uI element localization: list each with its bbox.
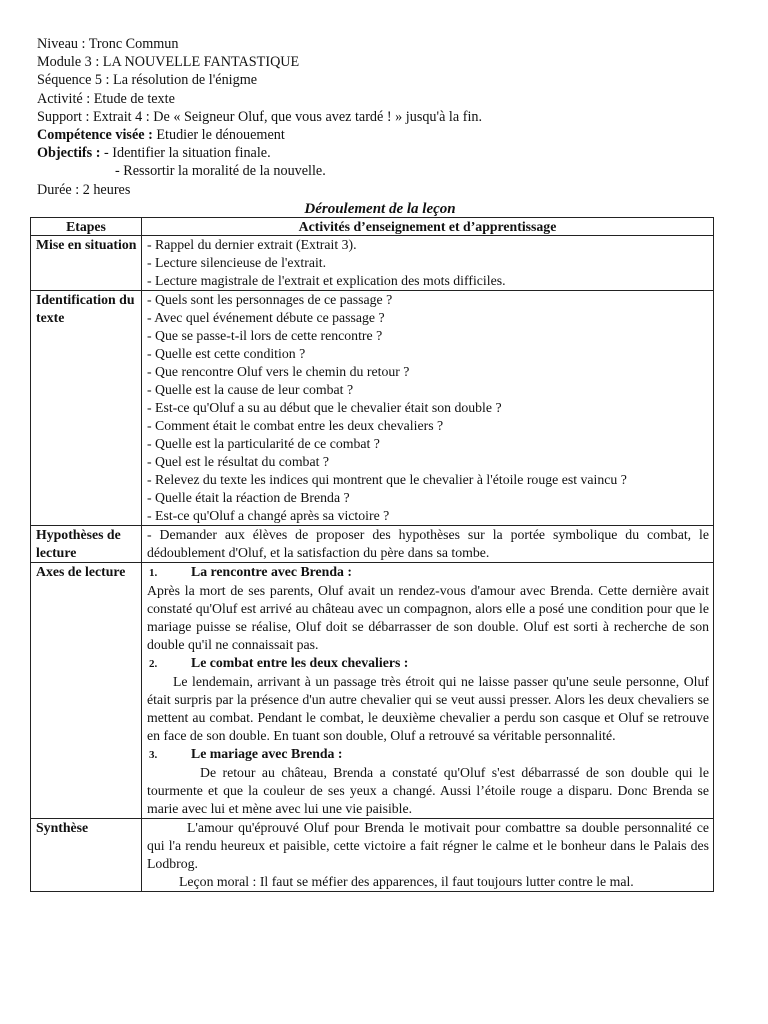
question-item: - Quels sont les personnages de ce passage ? xyxy=(147,292,393,307)
label-synthese: Synthèse xyxy=(31,819,142,892)
hypotheses-text: - Demander aux élèves de proposer des hypothèses sur la portée symbolique du combat, le dédoublement d'Oluf, et la satisfaction du père dans sa tombe. xyxy=(147,527,709,560)
section-title: La rencontre avec Brenda : xyxy=(191,564,352,579)
competence-label: Compétence visée : xyxy=(37,127,153,144)
list-item: - Rappel du dernier extrait (Extrait 3). xyxy=(147,237,357,252)
question-item: - Quelle est la cause de leur combat ? xyxy=(147,382,354,397)
label-hypotheses: Hypothèses de lecture xyxy=(31,526,142,563)
col-header-activites: Activités d’enseignement et d’apprentissage xyxy=(142,218,714,236)
label-mise-en-situation: Mise en situation xyxy=(31,236,142,291)
header-objectifs xyxy=(37,144,713,162)
section-number: 1. xyxy=(149,567,158,579)
col-header-etapes: Etapes xyxy=(31,218,142,236)
question-item: - Quelle est la particularité de ce combat ? xyxy=(147,436,380,451)
objectif-2: - Ressortir la moralité de la nouvelle. xyxy=(115,163,326,180)
synthese-text: L'amour qu'éprouvé Oluf pour Brenda le motivait pour combattre sa double personnalité ce qui l'a rendu heureux et paisible, cette victoire a fait régner le calme et le bonheur dans le Palais des Lodbrog. xyxy=(147,820,709,871)
label-axes: Axes de lecture xyxy=(31,563,142,819)
question-item: - Que se passe-t-il lors de cette rencontre ? xyxy=(147,328,383,343)
list-item: - Lecture silencieuse de l'extrait. xyxy=(147,255,327,270)
content-identification xyxy=(142,291,714,526)
header-activite: Activité : Etude de texte xyxy=(37,90,175,107)
section-text-combat: Le lendemain, arrivant à un passage très étroit qui ne laisse passer qu'une seule personne, Oluf était surpris par la présence d'un autre chevalier qui se veut aussi presser. Alors les deux chevaliers se mettent au combat. Pendant le combat, le deuxième chevalier a perdu son casque et Oluf se retrouve en face de son double. En tuant son double, Oluf a retrouvé sa véritable personnalité. xyxy=(147,674,709,743)
section-title-rencontre xyxy=(147,563,709,582)
row-mise-en-situation xyxy=(31,236,714,291)
competence-value: Etudier le dénouement xyxy=(152,127,285,144)
row-identification xyxy=(31,291,714,526)
lesson-title: Déroulement de la leçon xyxy=(304,200,456,217)
objectif-1: - Identifier la situation finale. xyxy=(100,145,271,162)
label-identification: Identification du texte xyxy=(31,291,142,526)
list-item: - Lecture magistrale de l'extrait et explication des mots difficiles. xyxy=(147,273,506,288)
content-axes xyxy=(142,563,714,819)
content-mise-en-situation xyxy=(142,236,714,291)
section-title: Le combat entre les deux chevaliers : xyxy=(191,655,409,670)
row-hypotheses xyxy=(31,526,714,563)
question-item: - Quel est le résultat du combat ? xyxy=(147,454,329,469)
header-sequence: Séquence 5 : La résolution de l'énigme xyxy=(37,72,258,89)
content-hypotheses xyxy=(142,526,714,563)
section-title-combat xyxy=(147,654,709,673)
lesson-table xyxy=(30,217,714,892)
section-number: 2. xyxy=(149,658,158,670)
question-item: - Est-ce qu'Oluf a su au début que le chevalier était son double ? xyxy=(147,400,502,415)
section-number: 3. xyxy=(149,749,158,761)
question-item: - Comment était le combat entre les deux chevaliers ? xyxy=(147,418,444,433)
question-item-relevez: - Relevez du texte les indices qui montrent que le chevalier à l'étoile rouge est vaincu ? xyxy=(147,472,627,487)
section-text-rencontre: Après la mort de ses parents, Oluf avait un rendez-vous d'amour avec Brenda. Cette dernière avait constaté qu'Oluf est arrivé au château avec un compagnon, alors elle a posé une condition pour que le mariage puisse se réalise, Oluf doit se débarrasser de son double. Oluf est sorti à recherche de son double qu'il ne connaissait pas. xyxy=(147,583,709,652)
objectifs-label: Objectifs : xyxy=(37,145,101,162)
header-niveau: Niveau : Tronc Commun xyxy=(37,36,179,52)
header-support: Support : Extrait 4 : De « Seigneur Oluf, que vous avez tardé ! » jusqu'à la fin. xyxy=(37,108,483,125)
table-header-row xyxy=(31,218,714,236)
question-item: - Que rencontre Oluf vers le chemin du retour ? xyxy=(147,364,410,379)
section-title: Le mariage avec Brenda : xyxy=(191,746,343,761)
row-axes-de-lecture xyxy=(31,563,714,819)
question-item: - Quelle est cette condition ? xyxy=(147,346,306,361)
header-duree: Durée : 2 heures xyxy=(37,181,131,198)
header-competence xyxy=(37,126,713,144)
question-item: - Avec quel événement débute ce passage ? xyxy=(147,310,385,325)
question-item: - Est-ce qu'Oluf a changé après sa victoire ? xyxy=(147,508,390,523)
row-synthese xyxy=(31,819,714,892)
lesson-header xyxy=(37,35,713,218)
lecon-morale: Leçon moral : Il faut se méfier des apparences, il faut toujours lutter contre le mal. xyxy=(179,874,634,889)
section-text-mariage: De retour au château, Brenda a constaté qu'Oluf s'est débarrassé de son double qui le tourmente et que la couleur de ses yeux a changé. Aussi l’étoile rouge a disparu. Donc Brenda se marie avec lui et mène avec lui une vie paisible. xyxy=(147,765,709,816)
header-module: Module 3 : LA NOUVELLE FANTASTIQUE xyxy=(37,54,300,71)
question-item: - Quelle était la réaction de Brenda ? xyxy=(147,490,350,505)
section-title-mariage xyxy=(147,745,709,764)
content-synthese xyxy=(142,819,714,892)
